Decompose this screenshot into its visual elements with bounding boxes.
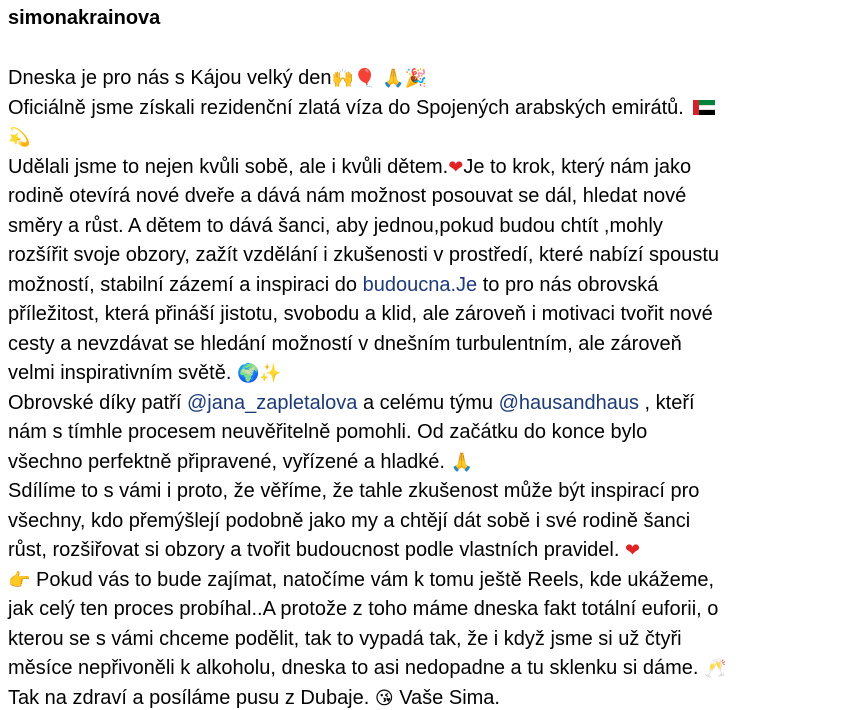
uae-flag-icon: [693, 100, 715, 115]
caption-text: [8, 64, 846, 710]
caption-text-segment: rozšířit svoje obzory, zažít vzdělání i zkušenosti v prostředí, které nabízí spoustu: [8, 244, 720, 266]
caption-text-segment: velmi inspirativním světě.: [8, 362, 237, 384]
caption-text-segment: kterou se s vámi chceme podělit, tak to vypadá tak, že i když jsme si už čtyři: [8, 627, 682, 650]
emoji-icon: 😘: [374, 687, 394, 709]
emoji-icon: 🙏: [450, 451, 473, 473]
emoji-icon: 🙌🎈 🙏🎉: [331, 68, 427, 89]
caption-line: [8, 477, 846, 507]
heart-icon: ❤: [448, 156, 464, 178]
caption-line: [8, 212, 846, 242]
caption-line: [8, 94, 846, 124]
caption-line: [8, 536, 846, 566]
emoji-icon: 🥂: [703, 658, 727, 679]
caption-line: [8, 595, 846, 625]
user-mention-link[interactable]: @jana_zapletalova: [186, 391, 358, 414]
caption-text-segment: Vaše Sima.: [393, 686, 500, 709]
caption-text-segment: , kteří: [638, 391, 695, 414]
emoji-icon: 🌍✨: [236, 363, 282, 384]
caption-line: [8, 153, 846, 183]
emoji-icon: 👉: [8, 569, 31, 591]
caption-line: [8, 507, 846, 537]
emoji-icon: 💫: [8, 127, 31, 148]
caption-line: [8, 359, 846, 389]
caption-text-segment: nám s tímhle procesem neuvěřitelně pomohli. Od začátku do konce bylo: [8, 421, 648, 443]
caption-text-segment: Obrovské díky patří: [8, 391, 187, 414]
caption-line: [8, 448, 846, 478]
caption-line: [8, 418, 846, 448]
user-mention-link[interactable]: @hausandhaus: [498, 391, 639, 414]
instagram-post-caption: [8, 4, 846, 710]
caption-text-segment: měsíce nepřivoněli k alkoholu, dneska to asi nedopadne a tu sklenku si dáme.: [8, 657, 704, 679]
caption-text-segment: Tak na zdraví a posíláme pusu z Dubaje.: [8, 686, 375, 709]
url-link[interactable]: budoucna.Je: [362, 273, 478, 296]
caption-text-segment: cesty a nevzdávat se hledání možností v dnešním turbulentním, ale zároveň: [8, 332, 682, 355]
caption-text-segment: jak celý ten proces probíhal..A protože z toho máme dneska fakt totální euforii, o: [8, 598, 719, 620]
caption-text-segment: všechny, kdo přemýšlejí podobně jako my a chtějí dát sobě i své rodině šanci: [8, 509, 691, 532]
post-username[interactable]: simonakrainova: [8, 7, 161, 29]
caption-line: [8, 330, 846, 360]
caption-text-segment: směry a růst. A dětem to dává šanci, aby jednou,pokud budou chtít ,mohly: [8, 214, 663, 237]
caption-line: [8, 182, 846, 212]
caption-line: [8, 654, 846, 684]
caption-line: [8, 300, 846, 330]
caption-text-segment: Je to krok, který nám jako: [463, 155, 692, 178]
caption-text-segment: všechno perfektně připravené, vyřízené a hladké.: [8, 450, 451, 473]
caption-line: [8, 389, 846, 419]
caption-line: [8, 566, 846, 596]
caption-line: [8, 123, 846, 153]
caption-line: [8, 64, 846, 94]
caption-line: [8, 684, 846, 710]
caption-text-segment: Dneska je pro nás s Kájou velký den: [8, 67, 332, 89]
caption-text-segment: Pokud vás to bude zajímat, natočíme vám k tomu ještě Reels, kde ukážeme,: [30, 568, 715, 591]
caption-text-segment: příležitost, která přináší jistotu, svobodu a klid, ale zároveň i motivaci tvořit nové: [8, 303, 713, 325]
caption-text-segment: Oficiálně jsme získali rezidenční zlatá víza do Spojených arabských emirátů.: [8, 96, 690, 119]
caption-line: [8, 625, 846, 655]
caption-text-segment: Udělali jsme to nejen kvůli sobě, ale i kvůli dětem.: [8, 155, 449, 178]
caption-line: [8, 271, 846, 301]
caption-text-segment: a celému týmu: [357, 391, 499, 414]
caption-text-segment: možností, stabilní zázemí a inspiraci do: [8, 273, 363, 296]
heart-icon: ❤: [624, 540, 641, 561]
caption-text-segment: růst, rozšiřovat si obzory a tvořit budoucnost podle vlastních pravidel.: [8, 539, 625, 561]
caption-text-segment: Sdílíme to s vámi i proto, že věříme, že tahle zkušenost může být inspirací pro: [8, 480, 700, 502]
caption-text-segment: rodině otevírá nové dveře a dává nám možnost posouvat se dál, hledat nové: [8, 185, 687, 207]
caption-text-segment: to pro nás obrovská: [477, 273, 659, 296]
caption-line: [8, 241, 846, 271]
